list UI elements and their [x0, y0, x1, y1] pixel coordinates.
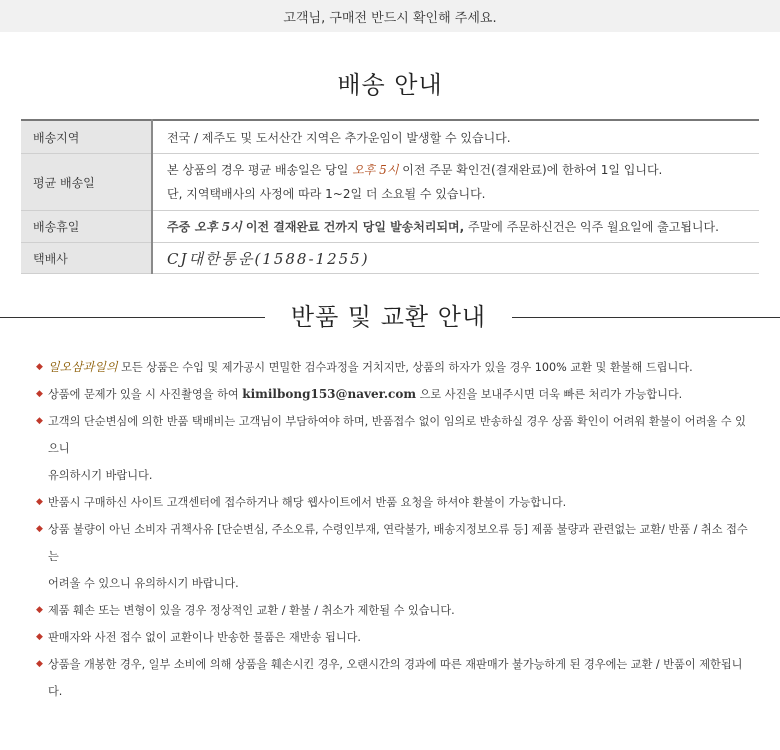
row-value-courier: [152, 243, 759, 274]
courier-name: CJ대한통운(1588-1255): [167, 249, 370, 268]
diamond-bullet-icon: ◆: [36, 632, 43, 642]
shipping-title: 배송 안내: [337, 71, 443, 99]
table-row: [21, 120, 759, 154]
list-item-text: 판매자와 사전 접수 없이 교환이나 반송한 물품은 재반송 됩니다.: [48, 631, 361, 644]
row-value-holiday: [152, 211, 759, 243]
list-item: [36, 408, 756, 489]
row-label-courier: 택배사: [21, 243, 152, 274]
list-item-text: 상품에 문제가 있을 시 사진촬영을 하여: [48, 388, 243, 401]
returns-title: 반품 및 교환 안내: [290, 303, 487, 331]
list-item: [36, 516, 756, 597]
contact-email: kimilbong153@naver.com: [242, 387, 417, 401]
list-item-text-cont: 유의하시기 바랍니다.: [48, 469, 153, 482]
cutoff-time: 오후 5시: [352, 163, 399, 177]
list-item: [36, 597, 756, 624]
returns-header: [0, 297, 780, 337]
list-item-text: 제품 훼손 또는 변형이 있을 경우 정상적인 교환 / 환불 / 취소가 제한될 수 있습니다.: [48, 604, 455, 617]
list-item-text-post: 으로 사진을 보내주시면 더욱 빠른 처리가 가능합니다.: [416, 388, 683, 401]
list-item-text: 반품시 구매하신 사이트 고객센터에 접수하거나 해당 웹사이트에서 반품 요청을 하셔야 환불이 가능합니다.: [48, 496, 567, 509]
table-row: [21, 211, 759, 243]
divider-right: [512, 317, 780, 318]
returns-list: [36, 354, 756, 705]
holiday-bold-pre: 주중: [167, 220, 195, 234]
row-label-average-days: 평균 배송일: [21, 154, 152, 211]
diamond-bullet-icon: ◆: [36, 497, 43, 507]
row-value-average-days: [152, 154, 759, 211]
list-item: [36, 381, 756, 408]
holiday-rest: 주말에 주문하신건은 익주 월요일에 출고됩니다.: [464, 220, 719, 234]
brand-name: 일오삼과일의: [48, 360, 118, 374]
average-days-line2: 단, 지역택배사의 사정에 따라 1~2일 더 소요될 수 있습니다.: [167, 187, 486, 201]
diamond-bullet-icon: ◆: [36, 416, 43, 426]
row-value-region: 전국 / 제주도 및 도서산간 지역은 추가운임이 발생할 수 있습니다.: [152, 120, 759, 154]
average-days-text-post: 이전 주문 확인건(결재완료)에 한하여 1일 입니다.: [398, 163, 663, 177]
table-row: [21, 243, 759, 274]
table-row: [21, 154, 759, 211]
shipping-table: [21, 119, 759, 274]
list-item: [36, 489, 756, 516]
list-item: [36, 624, 756, 651]
row-label-holiday: 배송휴일: [21, 211, 152, 243]
diamond-bullet-icon: ◆: [36, 659, 43, 669]
divider-left: [0, 317, 265, 318]
list-item-text: 모든 상품은 수입 및 제가공시 면밀한 검수과정을 거치지만, 상품의 하자가 있을 경우 100% 교환 및 환불해 드립니다.: [117, 361, 693, 374]
diamond-bullet-icon: ◆: [36, 524, 43, 534]
list-item: [36, 354, 756, 381]
list-item-text: 상품 불량이 아닌 소비자 귀책사유 [단순변심, 주소오류, 수령인부재, 연락불가, 배송지정보오류 등] 제품 불량과 관련없는 교환/ 반품 / 취소 접수는: [48, 523, 748, 563]
holiday-cutoff-time: 오후 5시: [194, 220, 242, 234]
list-item-text: 고객의 단순변심에 의한 반품 택배비는 고객님이 부담하여야 하며, 반품접수 없이 임의로 반송하실 경우 상품 확인이 어려워 환불이 어려울 수 있으니: [48, 415, 746, 455]
row-label-region: 배송지역: [21, 120, 152, 154]
list-item: [36, 651, 756, 705]
average-days-text: 본 상품의 경우 평균 배송일은 당일: [167, 163, 353, 177]
notice-text: 고객님, 구매전 반드시 확인해 주세요.: [283, 10, 497, 26]
diamond-bullet-icon: ◆: [36, 362, 43, 372]
holiday-bold-post: 이전 결재완료 건까지 당일 발송처리되며,: [241, 220, 465, 234]
average-days-line1: [167, 158, 758, 182]
notice-bar: [0, 0, 780, 32]
diamond-bullet-icon: ◆: [36, 605, 43, 615]
list-item-text: 상품을 개봉한 경우, 일부 소비에 의해 상품을 훼손시킨 경우, 오랜시간의 경과에 따른 재판매가 불가능하게 된 경우에는 교환 / 반품이 제한됩니다.: [48, 658, 743, 698]
list-item-text-cont: 어려울 수 있으니 유의하시기 바랍니다.: [48, 577, 239, 590]
diamond-bullet-icon: ◆: [36, 389, 43, 399]
